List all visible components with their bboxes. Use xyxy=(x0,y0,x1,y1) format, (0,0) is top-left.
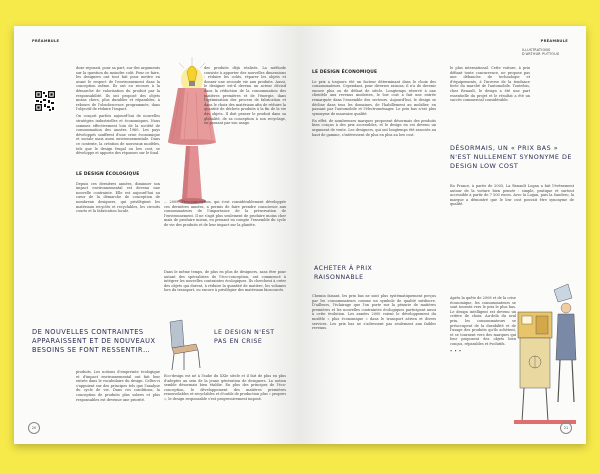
pull-quote-design-crise: LE DESIGN N'EST PAS EN CRISE xyxy=(214,329,275,345)
left-col1-eco: LE DESIGN ÉCOLOGIQUE Depuis ces dernières années, diminuer son impact environnemental est devenu une nouvelle contrainte. Elle est aujourd'hui au cœur de la démarche de conception de nombreux designers, qui privilégient les matériaux recyclés et recyclables, les circuits courts et la fabrication locale. xyxy=(76,172,160,214)
page-header: PRÉAMBULE xyxy=(540,39,568,43)
right-page xyxy=(300,26,586,444)
right-col2-top: le plus international. Cette voiture, à prix défiant toute concurrence, ne propose pas une débauche de technologie et d'équipements, à l'inverse de la tendance forte du marché de l'automobile. Toutefois, chez Renault, le design a été une part essentielle du projet et le résultat a été un succès commercial considérable. xyxy=(450,66,530,103)
left-col2-mid: ... 2009, l'éco-conception, qui s'est considérablement développée ces dernières années, a permis de faire prendre conscience aux consommateurs de l'importance de la préservation de l'environnement. Il ne s'agit plus seulement de produire moins cher mais de produire mieux, en prenant en compte l'ensemble du cycle de vie des produits et de leur impact sur la planète. xyxy=(164,200,286,227)
left-col1-bottom: produits. Les notions d'empreinte écologique et d'impact environnemental ont fait leur entrée dans le vocabulaire du design. Celles-ci s'appuient sur des principes tels que l'analyse du cycle de vie. Dans ces conditions, la conception de produits plus sobres et plus responsables est devenue une priorité. xyxy=(76,370,160,402)
right-col2-mid: En France, à partir de 2005, La Renault Logan a fait l'événement autour de la voiture bien pensée : simple, pratique et surtout accessible à partir de 7 500 euros. Avec la Logan, puis la Sandero, la marque a démontré que le low cost pouvait être synonyme de qualité. xyxy=(450,184,574,207)
right-col1-top: LE DESIGN ÉCONOMIQUE Le prix a toujours été un facteur déterminant dans le choix des consommateurs. Cependant, pour diverses raisons, il n'a de devenir encore plus ou de défaut de siècle. Longtemps réservé à une clientèle aux revenus modestes, le low cost a fait une entrée remarquée dans l'ensemble des secteurs. Aujourd'hui, le design se décline dans tous les domaines, de l'habillement au mobilier, en passant par l'automobile et l'électroménager. Le prix bas n'est plus synonyme de mauvaise qualité. En effet, de nombreuses marques proposent désormais des produits bien conçus à des prix accessibles, et le design en est devenu un argument de vente. Les designers, qui ont longtemps été associés au haut de gamme, s'intéressent de plus en plus au low cost. xyxy=(312,70,436,137)
magazine-spread xyxy=(14,26,586,444)
page-header: PRÉAMBULE xyxy=(32,39,60,43)
section-title-economique: LE DESIGN ÉCONOMIQUE xyxy=(312,70,378,75)
left-col1-top: doxe reposait, pour sa part, sur des arguments sur la question du moindre coût. Pour ce faire, les designers ont tout fait pour mettre en avant le respect de l'environnement dans la conception même. Ils ont eu recours à la démarche de valorisation du produit par la responsabilité. Ils ont proposé des objets moins chers, plus durables et réparables, à rebours de l'obsolescence programmée, dans l'objectif de réduire l'impact. On conçoit parfois aujourd'hui de nouvelles stratégies industrielles et économiques. Nous sommes effectivement loin de la société de consommation des années 1960. Les pays développés souffrent d'une crise économique et sociale mais aussi environnementale. Dans ce contexte, la création de nouveaux modèles, tels que le design frugal ou low cost, se développe et apporte des réponses sur le fond. xyxy=(76,66,160,156)
section-title-ecologique: LE DESIGN ÉCOLOGIQUE xyxy=(76,172,140,177)
pull-quote-prix-bas: DÉSORMAIS, UN « PRIX BAS » N'EST NULLEMENT SYNONYME DE DESIGN LOW COST xyxy=(450,144,572,170)
illustration-credit: ILLUSTRATIONS D'ARTHUR PUTTOUX xyxy=(522,48,560,57)
chair-illustration xyxy=(162,316,206,372)
page-number: 20 xyxy=(28,422,40,434)
page-number: 21 xyxy=(560,422,572,434)
left-col2-bottom: Éco-design est né à l'aube du XXIe siècle et il fait de plus en plus d'adeptes au sein de la jeune génération de designers. La notion semble désormais bien établie. En plus des principes de l'éco-conception, le développement des matières premières renouvelables et recyclables et d'outils de production plus « propres », le design responsable s'est progressivement imposé. xyxy=(164,374,286,401)
right-col2-bottom: Après la quête de 2008 et de la crise économique, les consommateurs se sont tournés vers le prix le plus bas. Le design intelligent est devenu un critère de choix. Au-delà du seul prix, les consommateurs se préoccupent de la durabilité et de l'usage des produits qu'ils achètent, et se tournent vers des marques qui leur proposent des objets bien conçus, réparables et évolutifs. • • • xyxy=(450,296,516,354)
right-col1-bottom: Chemin faisant, les prix bas ne sont plus systématiquement perçus par les consommateurs comme un symbole de qualité médiocre. D'ailleurs, l'éclairage que l'on porte sur la pénurie de matières premières et les nouvelles contraintes écologiques participent aussi à cette évolution. Les années 2000 voient le développement du modèle « plus économique » dans le transport aérien et divers services. Les prix bas ne s'adressent pas seulement aux faibles revenus. xyxy=(312,294,436,331)
left-col2-top: des produits déjà réalisés. La méthode consiste à apporter des nouvelles dimensions : réduire les coûts, réparer les objets et donner une seconde vie aux produits. Aussi, le designer est-il devenu un acteur décisif dans la réduction de la consommation des matières premières et de l'énergie, dans l'optimisation des process de fabrication et dans le choix des matériaux afin de réduire la quantité de déchets produits à la fin de la vie des objets. Il doit penser le produit dans sa globalité, de sa conception à son recyclage, en passant par son usage. xyxy=(204,66,286,126)
left-page xyxy=(14,26,300,444)
qr-code-icon[interactable] xyxy=(34,90,56,112)
pull-quote-acheter: ACHETER À PRIX RAISONNABLE xyxy=(314,265,373,281)
pull-quote-contraintes: DE NOUVELLES CONTRAINTES APPARAISSENT ET DE NOUVEAUX BESOINS SE FONT RESSENTIR… xyxy=(32,328,156,354)
left-col2-eco: Dans le même temps, de plus en plus de designers, sans être pour autant des spécialistes de l'éco-conception, ont commencé à intégrer les nouvelles contraintes écologiques. Ils cherchent à créer des objets qui durent, à réduire la quantité de matière, les volumes lors du transport, ou encore à privilégier des matériaux biosourcés. xyxy=(164,270,286,293)
worker-machine-illustration xyxy=(514,272,580,432)
